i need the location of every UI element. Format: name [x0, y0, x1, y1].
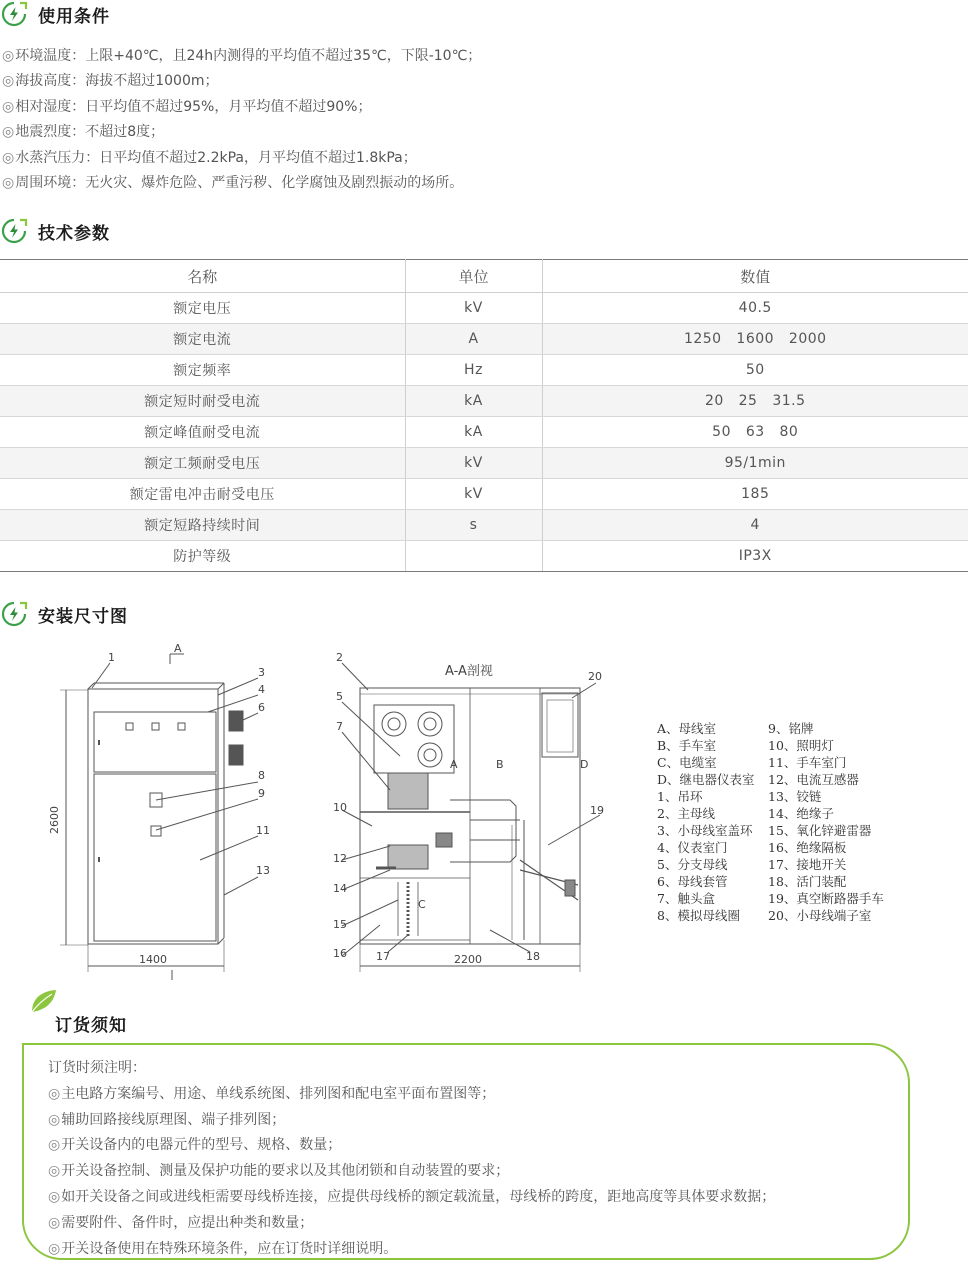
cell-name: 额定电压	[0, 293, 405, 324]
conditions-list	[2, 44, 902, 196]
order-item: ◎主电路方案编号、用途、单线系统图、排列图和配电室平面布置图等；	[48, 1085, 496, 1102]
room-label-a: A	[450, 758, 458, 771]
leaf-icon	[28, 988, 58, 1014]
legend-item: 12、电流互感器	[768, 772, 859, 787]
cell-value: 1250 1600 2000	[542, 324, 968, 355]
front-view-drawing	[48, 642, 270, 980]
callout-label: 11	[256, 824, 270, 837]
cell-name: 防护等级	[0, 541, 405, 572]
cell-name: 额定工频耐受电压	[0, 448, 405, 479]
cell-name: 额定峰值耐受电流	[0, 417, 405, 448]
cell-unit: A	[405, 324, 542, 355]
room-label-c: C	[418, 898, 426, 911]
legend-item: 10、照明灯	[768, 738, 834, 753]
legend-item: 4、仪表室门	[657, 840, 728, 855]
callout-label: 6	[258, 701, 265, 714]
callout-label: 12	[333, 852, 347, 865]
section-header-conditions	[0, 0, 110, 28]
callout-label: 7	[336, 720, 343, 733]
table-row	[0, 479, 968, 510]
cell-unit: s	[405, 510, 542, 541]
cell-unit	[405, 541, 542, 572]
cell-unit: kA	[405, 386, 542, 417]
legend-item: 1、吊环	[657, 789, 703, 804]
cell-value: 20 25 31.5	[542, 386, 968, 417]
callout-label: 3	[258, 666, 265, 679]
callout-label: 15	[333, 918, 347, 931]
legend-item: 6、母线套管	[657, 874, 728, 889]
section-width-label: 2200	[454, 953, 482, 966]
section-title-conditions: 使用条件	[38, 6, 110, 27]
callout-label: 4	[258, 683, 265, 696]
callout-label: 14	[333, 882, 347, 895]
legend-item: 17、接地开关	[768, 857, 847, 872]
legend-item: C、电缆室	[657, 755, 717, 770]
condition-item: ◎地震烈度：不超过8度；	[2, 124, 165, 141]
section-mark-label: A	[174, 642, 182, 655]
legend-item: 19、真空断路器手车	[768, 891, 884, 906]
section-view-drawing	[333, 651, 604, 972]
cell-unit: Hz	[405, 355, 542, 386]
condition-item: ◎相对湿度：日平均值不超过95%，月平均值不超过90%；	[2, 98, 372, 115]
cell-unit: kV	[405, 479, 542, 510]
condition-item: ◎环境温度：上限+40℃，且24h内测得的平均值不超过35℃，下限-10℃；	[2, 48, 482, 64]
table-row	[0, 324, 968, 355]
legend-item: 8、模拟母线圈	[657, 908, 740, 923]
callout-label: 13	[256, 864, 270, 877]
cell-value: 95/1min	[542, 448, 968, 479]
condition-item: ◎水蒸汽压力：日平均值不超过2.2kPa，月平均值不超过1.8kPa；	[2, 149, 417, 166]
cell-name: 额定雷电冲击耐受电压	[0, 479, 405, 510]
legend-item: 16、绝缘隔板	[768, 840, 847, 855]
cell-value: 4	[542, 510, 968, 541]
lightning-leaf-icon	[0, 0, 28, 28]
cell-unit: kA	[405, 417, 542, 448]
cell-name: 额定频率	[0, 355, 405, 386]
table-row	[0, 355, 968, 386]
cell-value: 185	[542, 479, 968, 510]
legend-item: 14、绝缘子	[768, 806, 834, 821]
table-row	[0, 386, 968, 417]
section-title-params: 技术参数	[38, 223, 110, 244]
callout-label: 10	[333, 801, 347, 814]
callout-label: 8	[258, 769, 265, 782]
condition-item: ◎海拔高度：海拔不超过1000m；	[2, 73, 219, 90]
section-header-params	[0, 217, 110, 245]
callout-label: 19	[590, 804, 604, 817]
section-title-dimensions: 安装尺寸图	[38, 606, 128, 627]
front-height-label: 2600	[48, 806, 61, 834]
table-row	[0, 417, 968, 448]
legend-item: D、继电器仪表室	[657, 772, 755, 787]
callout-label: 16	[333, 947, 347, 960]
legend-item: 15、氧化锌避雷器	[768, 823, 872, 838]
cell-name: 额定电流	[0, 324, 405, 355]
legend-item: A、母线室	[657, 721, 717, 736]
callout-label: 20	[588, 670, 602, 683]
order-item: ◎辅助回路接线原理图、端子排列图；	[48, 1111, 286, 1128]
table-header-row	[0, 260, 968, 293]
order-item: ◎需要附件、备件时，应提出种类和数量；	[48, 1214, 314, 1231]
condition-item: ◎周围环境：无火灾、爆炸危险、严重污秽、化学腐蚀及剧烈振动的场所。	[2, 174, 464, 191]
legend-column-1	[657, 720, 755, 924]
table-row	[0, 448, 968, 479]
legend-item: 7、触头盒	[657, 891, 715, 906]
legend-item: 5、分支母线	[657, 857, 728, 872]
section-title-order: 订货须知	[55, 1016, 127, 1036]
callout-label: 17	[376, 950, 390, 963]
legend-item: 18、活门装配	[768, 874, 847, 889]
cell-name: 额定短时耐受电流	[0, 386, 405, 417]
column-header-unit: 单位	[405, 260, 542, 293]
legend-item: 20、小母线端子室	[768, 908, 872, 923]
column-header-name: 名称	[0, 260, 405, 293]
section-title: A-A剖视	[445, 664, 493, 679]
legend-column-2	[768, 720, 884, 924]
order-item: ◎开关设备使用在特殊环境条件，应在订货时详细说明。	[48, 1240, 398, 1257]
order-item: ◎开关设备控制、测量及保护功能的要求以及其他闭锁和自动装置的要求；	[48, 1163, 510, 1180]
column-header-value: 数值	[542, 260, 968, 293]
callout-label: 2	[336, 651, 343, 664]
cell-name: 额定短路持续时间	[0, 510, 405, 541]
room-label-b: B	[496, 758, 504, 771]
order-notes-list	[48, 1056, 948, 1262]
cell-value: IP3X	[542, 541, 968, 572]
order-intro: 订货时须注明：	[48, 1060, 146, 1076]
cell-unit: kV	[405, 293, 542, 324]
room-label-d: D	[580, 758, 589, 771]
legend-item: 3、小母线室盖环	[657, 823, 753, 838]
lightning-leaf-icon	[0, 217, 28, 245]
legend-item: 11、手车室门	[768, 755, 847, 770]
legend-item: 2、主母线	[657, 806, 715, 821]
section-header-dimensions	[0, 600, 128, 628]
table-row	[0, 293, 968, 324]
legend-item: 9、铭牌	[768, 721, 814, 736]
callout-label: 9	[258, 787, 265, 800]
callout-label: 18	[526, 950, 540, 963]
cell-unit: kV	[405, 448, 542, 479]
cell-value: 50	[542, 355, 968, 386]
callout-label: 5	[336, 690, 343, 703]
front-width-label: 1400	[139, 953, 167, 966]
table-row	[0, 541, 968, 572]
legend-item: 13、铰链	[768, 789, 822, 804]
cell-value: 40.5	[542, 293, 968, 324]
order-item: ◎开关设备内的电器元件的型号、规格、数量；	[48, 1137, 342, 1154]
table-row	[0, 510, 968, 541]
cell-value: 50 63 80	[542, 417, 968, 448]
order-item: ◎如开关设备之间或进线柜需要母线桥连接，应提供母线桥的额定载流量，母线桥的跨度，距地高度等具体要求数据；	[48, 1188, 776, 1205]
tech-params-table	[0, 259, 968, 572]
legend-item: B、手车室	[657, 738, 717, 753]
lightning-leaf-icon	[0, 600, 28, 628]
callout-label: 1	[108, 651, 115, 664]
